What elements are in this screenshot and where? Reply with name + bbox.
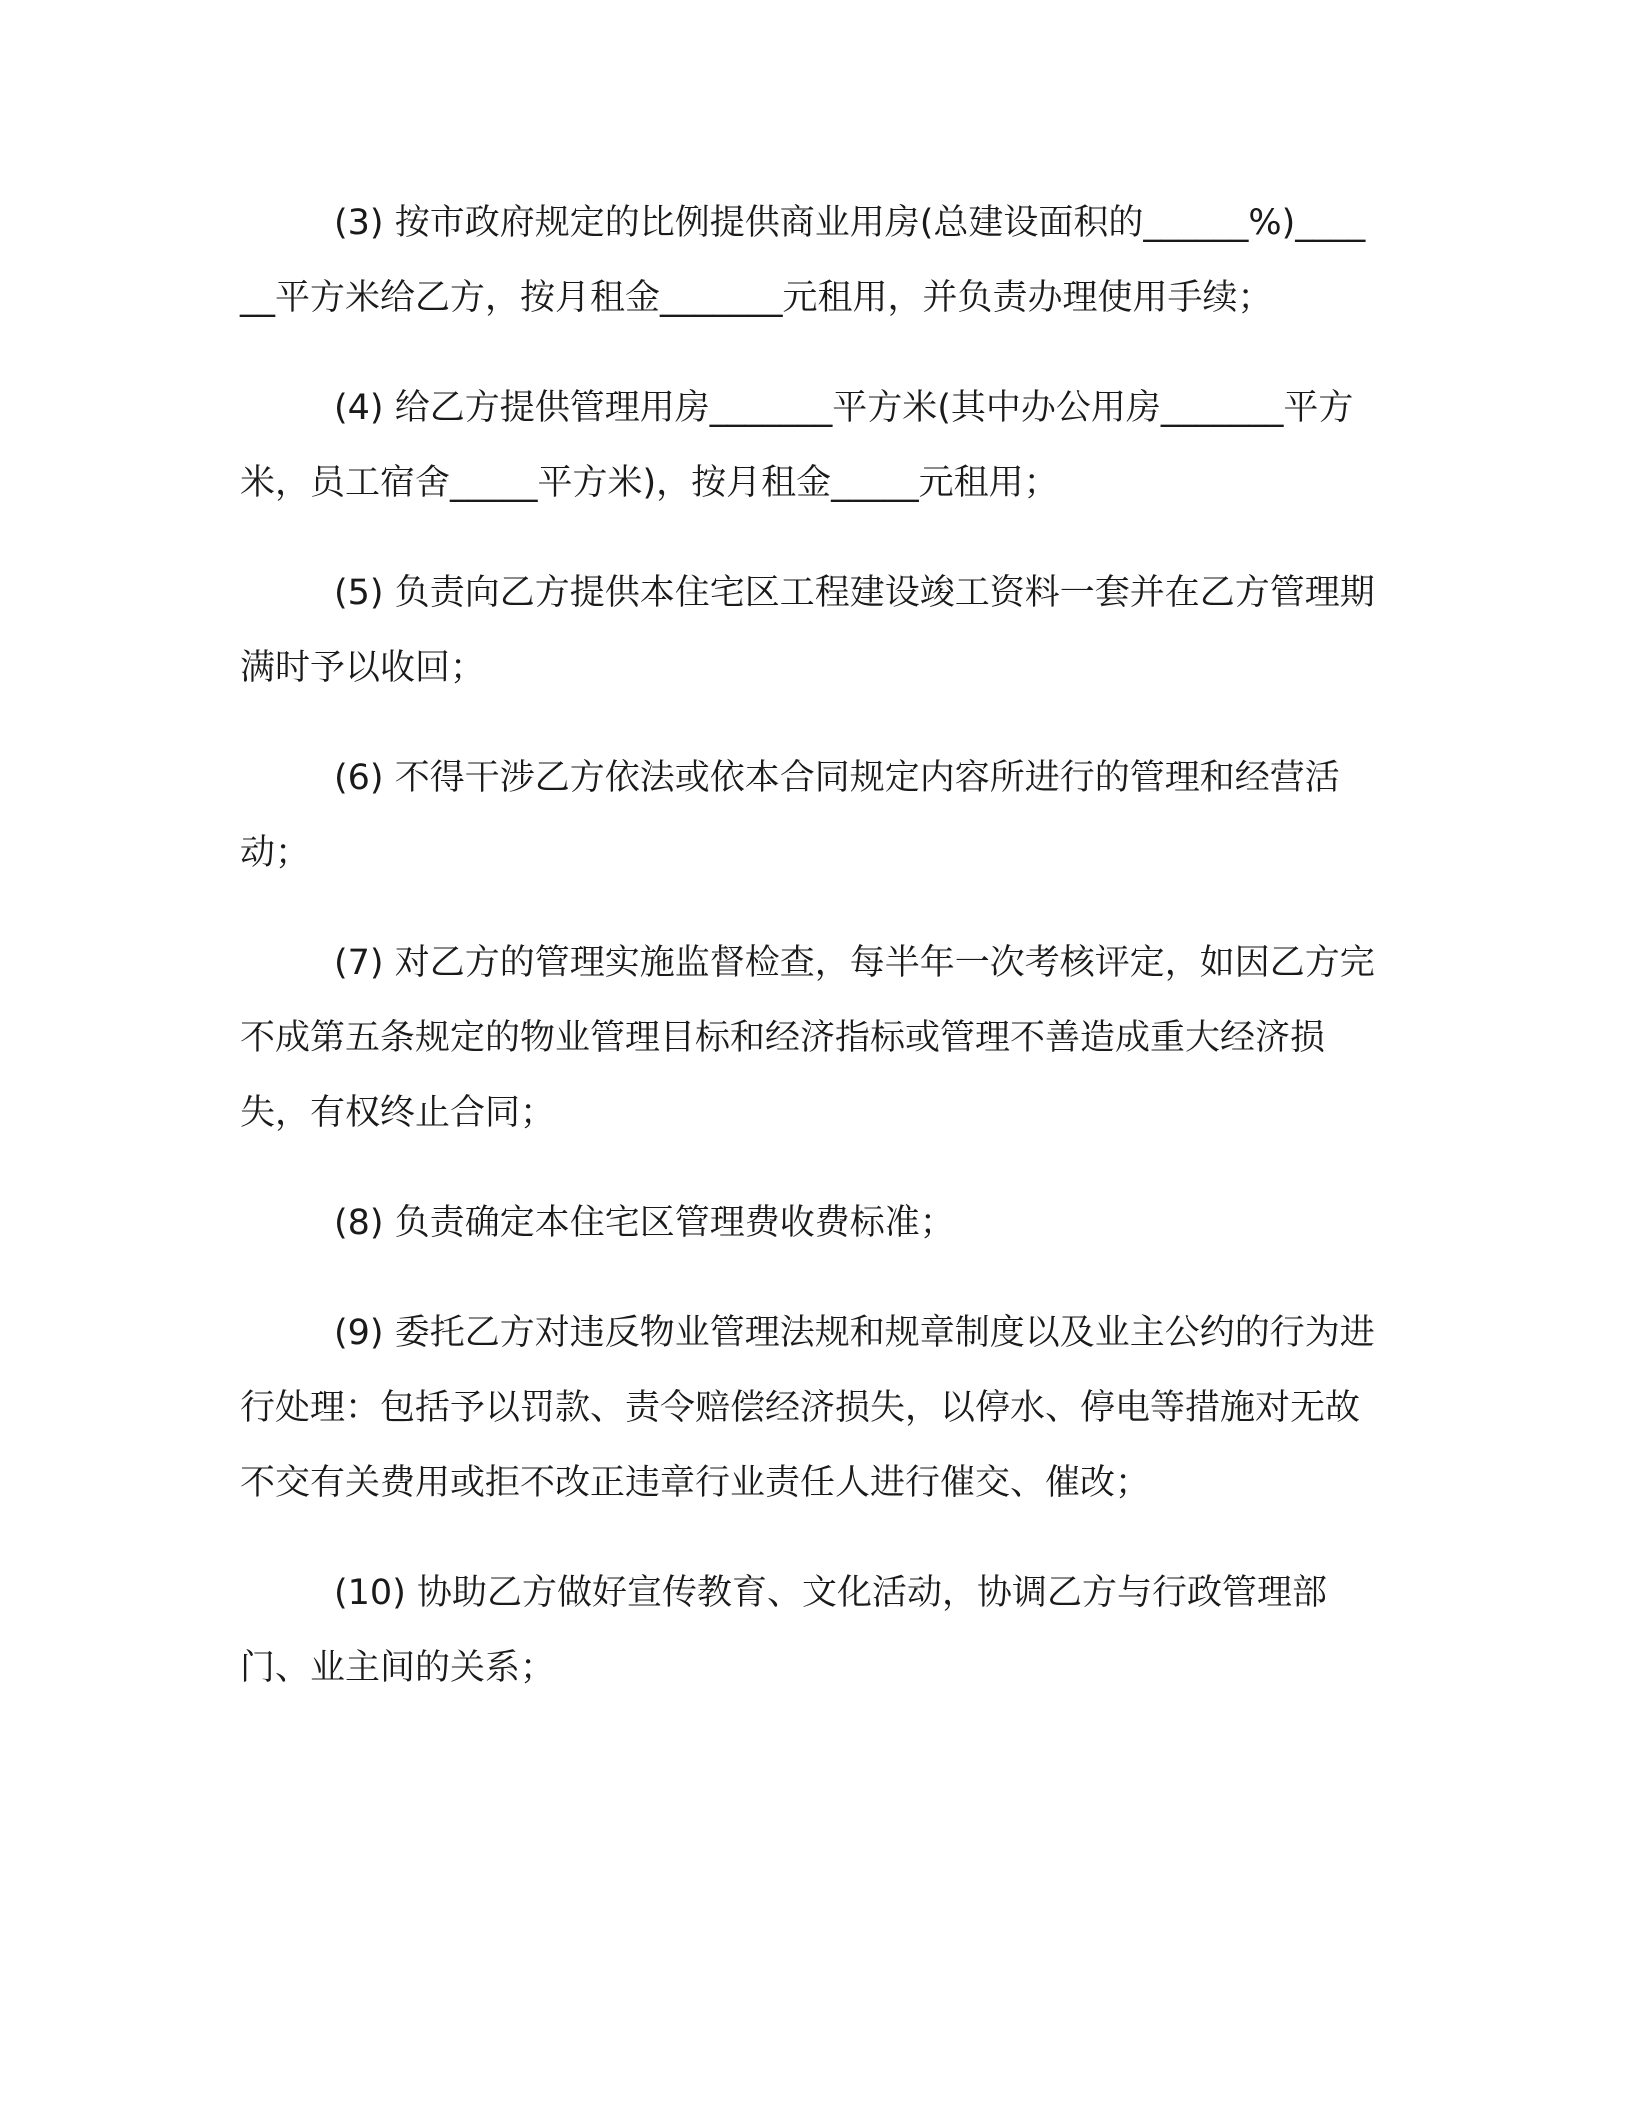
clause-6: (6) 不得干涉乙方依法或依本合同规定内容所进行的管理和经营活动； (240, 758, 1340, 873)
clause-9: (9) 委托乙方对违反物业管理法规和规章制度以及业主公约的行为进行处理：包括予以罚款、责令赔偿经济损失，以停水、停电等措施对无故不交有关费用或拒不改正违章行业责任人进行催交、催改； (240, 1313, 1375, 1503)
document-body (240, 186, 1380, 1741)
clause-5: (5) 负责向乙方提供本住宅区工程建设竣工资料一套并在乙方管理期满时予以收回； (240, 573, 1375, 688)
clause-10: (10) 协助乙方做好宣传教育、文化活动，协调乙方与行政管理部门、业主间的关系； (240, 1573, 1327, 1688)
clause-3: (3) 按市政府规定的比例提供商业用房(总建设面积的______%)______平方米给乙方，按月租金_______元租用，并负责办理使用手续； (240, 203, 1366, 318)
clause-8: (8) 负责确定本住宅区管理费收费标准； (334, 1203, 955, 1243)
clause-4: (4) 给乙方提供管理用房_______平方米(其中办公用房_______平方米，员工宿舍_____平方米)，按月租金_____元租用； (240, 388, 1354, 503)
clause-7: (7) 对乙方的管理实施监督检查，每半年一次考核评定，如因乙方完不成第五条规定的物业管理目标和经济指标或管理不善造成重大经济损失，有权终止合同； (240, 943, 1375, 1133)
